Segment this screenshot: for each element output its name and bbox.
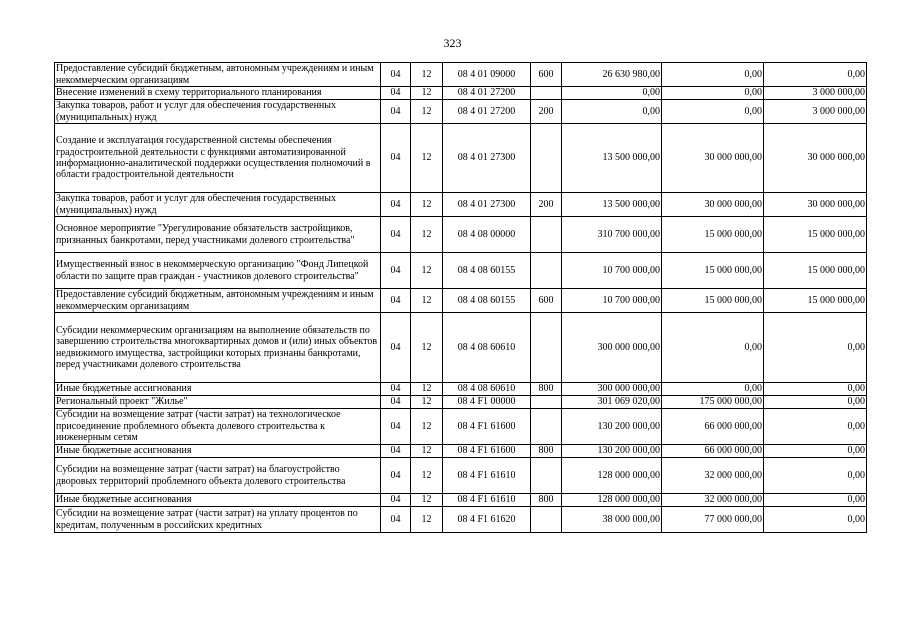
- amount-year3-cell: 30 000 000,00: [764, 193, 867, 217]
- table-row: [55, 217, 867, 253]
- row-name-cell: Региональный проект "Жилье": [55, 396, 381, 409]
- target-article-cell: 08 4 01 27200: [443, 87, 531, 100]
- row-name-cell: Субсидии на возмещение затрат (части затрат) на благоустройство дворовых территорий проблемного объекта долевого строительства: [55, 458, 381, 494]
- row-name-cell: Субсидии на возмещение затрат (части затрат) на уплату процентов по кредитам, полученным в российских кредитных: [55, 507, 381, 533]
- amount-year1-cell: 128 000 000,00: [562, 494, 662, 507]
- amount-year2-cell: 0,00: [662, 100, 764, 124]
- section-code-cell: 04: [381, 383, 411, 396]
- section-code-cell: 04: [381, 124, 411, 193]
- amount-year3-cell: 15 000 000,00: [764, 253, 867, 289]
- table-row: [55, 100, 867, 124]
- table-row: [55, 507, 867, 533]
- expense-type-cell: [531, 507, 562, 533]
- subsection-code-cell: 12: [411, 445, 443, 458]
- subsection-code-cell: 12: [411, 87, 443, 100]
- amount-year3-cell: 0,00: [764, 507, 867, 533]
- expense-type-cell: 800: [531, 383, 562, 396]
- table-row: [55, 124, 867, 193]
- amount-year1-cell: 0,00: [562, 87, 662, 100]
- section-code-cell: 04: [381, 63, 411, 87]
- amount-year2-cell: 66 000 000,00: [662, 445, 764, 458]
- row-name-cell: Субсидии на возмещение затрат (части затрат) на технологическое присоединение проблемного объекта долевого строительства к инженерным сетям: [55, 409, 381, 445]
- row-name-cell: Закупка товаров, работ и услуг для обеспечения государственных (муниципальных) нужд: [55, 100, 381, 124]
- amount-year1-cell: 130 200 000,00: [562, 409, 662, 445]
- amount-year1-cell: 128 000 000,00: [562, 458, 662, 494]
- amount-year2-cell: 0,00: [662, 87, 764, 100]
- row-name-cell: Субсидии некоммерческим организациям на выполнение обязательств по завершению строительства многоквартирных домов и (или) иных объектов недвижимого имущества, застройщики которых признаны банкротами, перед участниками долевого строительства: [55, 313, 381, 383]
- amount-year1-cell: 38 000 000,00: [562, 507, 662, 533]
- target-article-cell: 08 4 01 09000: [443, 63, 531, 87]
- target-article-cell: 08 4 F1 61610: [443, 494, 531, 507]
- subsection-code-cell: 12: [411, 396, 443, 409]
- amount-year3-cell: 0,00: [764, 313, 867, 383]
- amount-year1-cell: 10 700 000,00: [562, 289, 662, 313]
- section-code-cell: 04: [381, 396, 411, 409]
- table-row: [55, 458, 867, 494]
- amount-year2-cell: 32 000 000,00: [662, 494, 764, 507]
- expense-type-cell: 600: [531, 63, 562, 87]
- row-name-cell: Предоставление субсидий бюджетным, автономным учреждениям и иным некоммерческим организациям: [55, 289, 381, 313]
- target-article-cell: 08 4 F1 61610: [443, 458, 531, 494]
- subsection-code-cell: 12: [411, 217, 443, 253]
- amount-year3-cell: 30 000 000,00: [764, 124, 867, 193]
- table-row: [55, 193, 867, 217]
- table-row: [55, 63, 867, 87]
- target-article-cell: 08 4 01 27300: [443, 193, 531, 217]
- subsection-code-cell: 12: [411, 193, 443, 217]
- amount-year2-cell: 0,00: [662, 313, 764, 383]
- row-name-cell: Закупка товаров, работ и услуг для обеспечения государственных (муниципальных) нужд: [55, 193, 381, 217]
- target-article-cell: 08 4 08 60610: [443, 313, 531, 383]
- amount-year1-cell: 130 200 000,00: [562, 445, 662, 458]
- expense-type-cell: [531, 87, 562, 100]
- section-code-cell: 04: [381, 87, 411, 100]
- amount-year1-cell: 10 700 000,00: [562, 253, 662, 289]
- row-name-cell: Предоставление субсидий бюджетным, автономным учреждениям и иным некоммерческим организациям: [55, 63, 381, 87]
- page-number: 323: [443, 36, 462, 50]
- section-code-cell: 04: [381, 313, 411, 383]
- section-code-cell: 04: [381, 494, 411, 507]
- amount-year3-cell: 0,00: [764, 63, 867, 87]
- amount-year3-cell: 0,00: [764, 409, 867, 445]
- amount-year1-cell: 300 000 000,00: [562, 383, 662, 396]
- subsection-code-cell: 12: [411, 253, 443, 289]
- row-name-cell: Иные бюджетные ассигнования: [55, 383, 381, 396]
- amount-year2-cell: 32 000 000,00: [662, 458, 764, 494]
- table-row: [55, 253, 867, 289]
- section-code-cell: 04: [381, 289, 411, 313]
- section-code-cell: 04: [381, 193, 411, 217]
- amount-year1-cell: 26 630 980,00: [562, 63, 662, 87]
- expense-type-cell: 200: [531, 100, 562, 124]
- amount-year1-cell: 0,00: [562, 100, 662, 124]
- amount-year1-cell: 300 000 000,00: [562, 313, 662, 383]
- section-code-cell: 04: [381, 100, 411, 124]
- target-article-cell: 08 4 F1 61600: [443, 409, 531, 445]
- subsection-code-cell: 12: [411, 383, 443, 396]
- amount-year3-cell: 0,00: [764, 445, 867, 458]
- table-row: [55, 383, 867, 396]
- amount-year3-cell: 0,00: [764, 383, 867, 396]
- target-article-cell: 08 4 F1 61620: [443, 507, 531, 533]
- amount-year1-cell: 13 500 000,00: [562, 124, 662, 193]
- row-name-cell: Создание и эксплуатация государственной системы обеспечения градостроительной деятельности с функциями автоматизированной информационно-аналитической поддержки осуществления полномочий в области градостроительной деятельности: [55, 124, 381, 193]
- target-article-cell: 08 4 01 27200: [443, 100, 531, 124]
- amount-year3-cell: 3 000 000,00: [764, 87, 867, 100]
- amount-year3-cell: 3 000 000,00: [764, 100, 867, 124]
- subsection-code-cell: 12: [411, 289, 443, 313]
- table-row: [55, 445, 867, 458]
- amount-year1-cell: 301 069 020,00: [562, 396, 662, 409]
- amount-year2-cell: 175 000 000,00: [662, 396, 764, 409]
- target-article-cell: 08 4 01 27300: [443, 124, 531, 193]
- section-code-cell: 04: [381, 445, 411, 458]
- section-code-cell: 04: [381, 458, 411, 494]
- amount-year2-cell: 30 000 000,00: [662, 124, 764, 193]
- amount-year3-cell: 0,00: [764, 458, 867, 494]
- row-name-cell: Внесение изменений в схему территориального планирования: [55, 87, 381, 100]
- row-name-cell: Основное мероприятие "Урегулирование обязательств застройщиков, признанных банкротами, перед участниками долевого строительства": [55, 217, 381, 253]
- section-code-cell: 04: [381, 217, 411, 253]
- expense-type-cell: [531, 217, 562, 253]
- section-code-cell: 04: [381, 253, 411, 289]
- amount-year2-cell: 66 000 000,00: [662, 409, 764, 445]
- amount-year2-cell: 0,00: [662, 63, 764, 87]
- expense-type-cell: [531, 409, 562, 445]
- expense-type-cell: [531, 396, 562, 409]
- amount-year2-cell: 15 000 000,00: [662, 253, 764, 289]
- expense-type-cell: [531, 458, 562, 494]
- table-row: [55, 494, 867, 507]
- amount-year3-cell: 15 000 000,00: [764, 217, 867, 253]
- expense-type-cell: [531, 313, 562, 383]
- subsection-code-cell: 12: [411, 409, 443, 445]
- amount-year2-cell: 15 000 000,00: [662, 217, 764, 253]
- row-name-cell: Иные бюджетные ассигнования: [55, 494, 381, 507]
- table-row: [55, 289, 867, 313]
- expense-type-cell: [531, 124, 562, 193]
- subsection-code-cell: 12: [411, 313, 443, 383]
- amount-year2-cell: 15 000 000,00: [662, 289, 764, 313]
- table-row: [55, 396, 867, 409]
- amount-year1-cell: 13 500 000,00: [562, 193, 662, 217]
- section-code-cell: 04: [381, 507, 411, 533]
- amount-year3-cell: 0,00: [764, 396, 867, 409]
- amount-year3-cell: 15 000 000,00: [764, 289, 867, 313]
- target-article-cell: 08 4 08 60610: [443, 383, 531, 396]
- target-article-cell: 08 4 F1 00000: [443, 396, 531, 409]
- subsection-code-cell: 12: [411, 458, 443, 494]
- subsection-code-cell: 12: [411, 507, 443, 533]
- table-row: [55, 409, 867, 445]
- amount-year2-cell: 30 000 000,00: [662, 193, 764, 217]
- target-article-cell: 08 4 08 60155: [443, 289, 531, 313]
- amount-year2-cell: 77 000 000,00: [662, 507, 764, 533]
- expense-type-cell: 200: [531, 193, 562, 217]
- expense-type-cell: 800: [531, 445, 562, 458]
- section-code-cell: 04: [381, 409, 411, 445]
- table-row: [55, 87, 867, 100]
- subsection-code-cell: 12: [411, 124, 443, 193]
- row-name-cell: Имущественный взнос в некоммерческую организацию "Фонд Липецкой области по защите прав граждан - участников долевого строительства": [55, 253, 381, 289]
- table-row: [55, 313, 867, 383]
- expense-type-cell: [531, 253, 562, 289]
- expense-type-cell: 600: [531, 289, 562, 313]
- subsection-code-cell: 12: [411, 63, 443, 87]
- subsection-code-cell: 12: [411, 100, 443, 124]
- expense-type-cell: 800: [531, 494, 562, 507]
- amount-year1-cell: 310 700 000,00: [562, 217, 662, 253]
- target-article-cell: 08 4 08 00000: [443, 217, 531, 253]
- row-name-cell: Иные бюджетные ассигнования: [55, 445, 381, 458]
- budget-table: [54, 62, 867, 533]
- amount-year2-cell: 0,00: [662, 383, 764, 396]
- target-article-cell: 08 4 F1 61600: [443, 445, 531, 458]
- amount-year3-cell: 0,00: [764, 494, 867, 507]
- subsection-code-cell: 12: [411, 494, 443, 507]
- target-article-cell: 08 4 08 60155: [443, 253, 531, 289]
